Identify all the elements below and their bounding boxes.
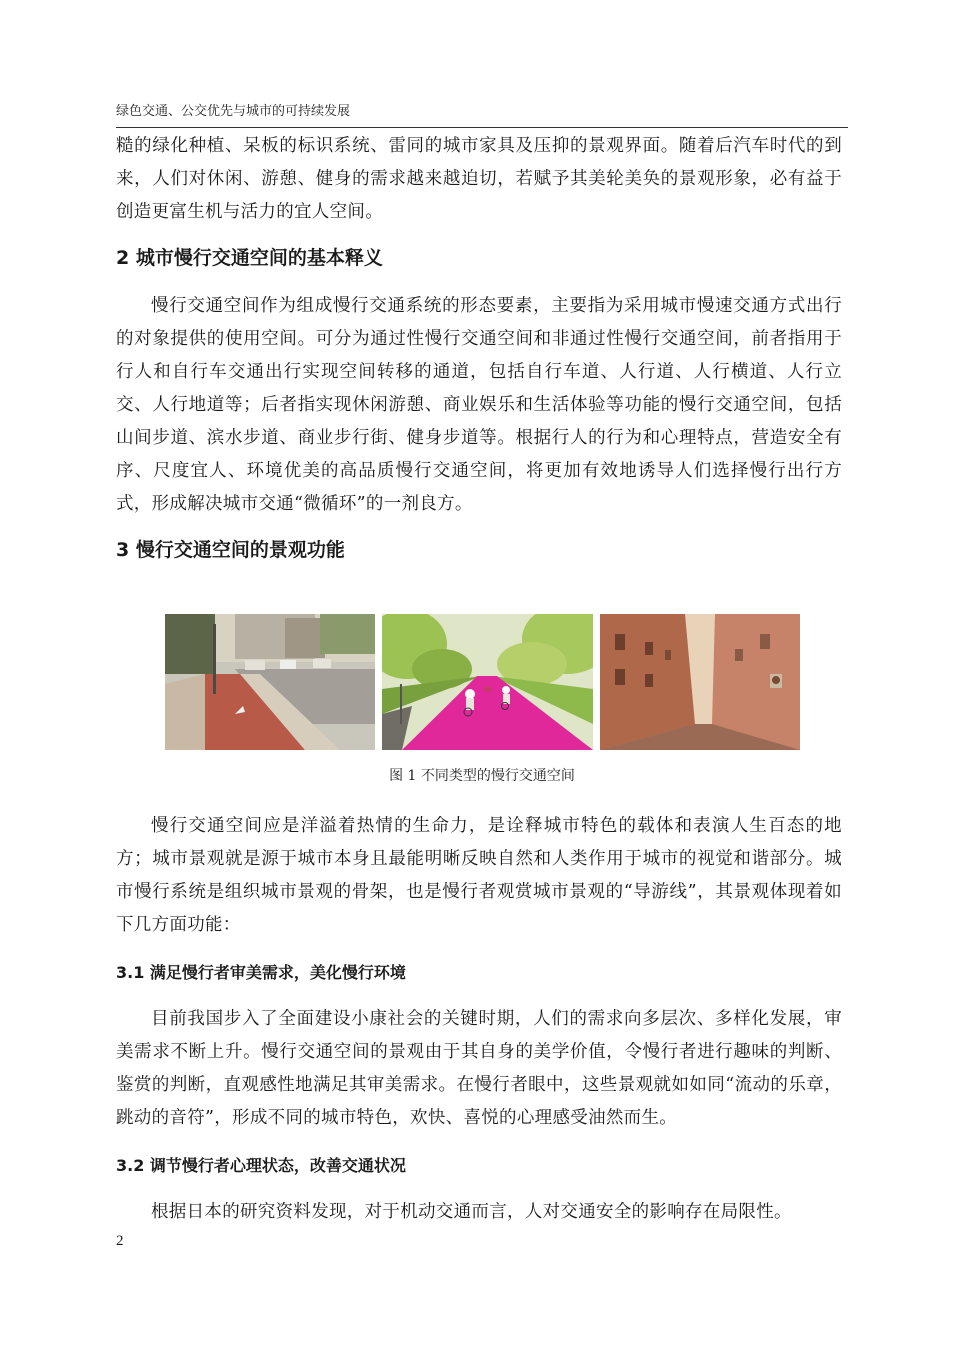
page-number: 2 bbox=[116, 1233, 124, 1249]
running-header-title: 绿色交通、公交优先与城市的可持续发展 bbox=[116, 104, 351, 119]
section-3-1-heading: 3.1 满足慢行者审美需求，美化慢行环境 bbox=[116, 963, 406, 982]
section-3-1-paragraph: 目前我国步入了全面建设小康社会的关键时期，人们的需求向多层次、多样化发展，审美需求不断上升。慢行交通空间的景观由于其自身的美学价值，令慢行者进行趣味的判断、鉴赏的判断，直观感性地满足其审美需求。在慢行者眼中，这些景观就如如同“流动的乐章，跳动的音符”，形成不同的城市特色，欢快、喜悦的心理感受油然而生。 bbox=[116, 1009, 842, 1128]
intro-paragraph: 糙的绿化种植、呆板的标识系统、雷同的城市家具及压抑的景观界面。随着后汽车时代的到来，人们对休闲、游憩、健身的需求越来越迫切，若赋予其美轮美奂的景观形象，必有益于创造更富生机与活力的宜人空间。 bbox=[116, 136, 842, 222]
section-3-2-heading: 3.2 调节慢行者心理状态，改善交通状况 bbox=[116, 1156, 406, 1175]
figure-1-caption: 图 1 不同类型的慢行交通空间 bbox=[389, 768, 575, 784]
section-3-heading: 3 慢行交通空间的景观功能 bbox=[116, 539, 345, 561]
section-3-2-paragraph: 根据日本的研究资料发现，对于机动交通而言，人对交通安全的影响存在局限性。 bbox=[151, 1202, 792, 1222]
header-rule bbox=[116, 127, 848, 128]
section-3-paragraph: 慢行交通空间应是洋溢着热情的生命力，是诠释城市特色的载体和表演人生百态的地方；城市景观就是源于城市本身且最能明晰反映自然和人类作用于城市的视觉和谐部分。城市慢行系统是组织城市景观的骨架，也是慢行者观赏城市景观的“导游线”，其景观体现着如下几方面功能： bbox=[116, 816, 842, 935]
section-2-heading: 2 城市慢行交通空间的基本释义 bbox=[116, 247, 383, 269]
street-sidewalk-photo bbox=[165, 614, 375, 750]
figure-1-photos bbox=[165, 614, 800, 750]
old-town-alley-photo bbox=[600, 614, 800, 750]
pink-bike-lane-photo bbox=[382, 614, 593, 750]
section-2-paragraph: 慢行交通空间作为组成慢行交通系统的形态要素，主要指为采用城市慢速交通方式出行的对象提供的使用空间。可分为通过性慢行交通空间和非通过性慢行交通空间，前者指用于行人和自行车交通出行实现空间转移的通道，包括自行车道、人行道、人行横道、人行立交、人行地道等；后者指实现休闲游憩、商业娱乐和生活体验等功能的慢行交通空间，包括山间步道、滨水步道、商业步行街、健身步道等。根据行人的行为和心理特点，营造安全有序、尺度宜人、环境优美的高品质慢行交通空间，将更加有效地诱导人们选择慢行出行方式，形成解决城市交通“微循环”的一剂良方。 bbox=[116, 296, 842, 514]
